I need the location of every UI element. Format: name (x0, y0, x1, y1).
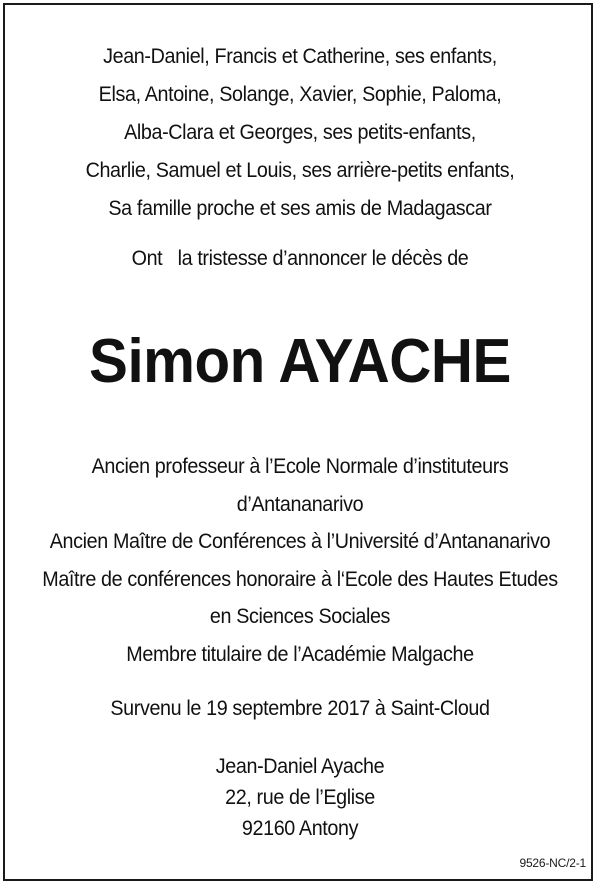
reference-code: 9526-NC/2-1 (519, 856, 586, 870)
family-line: Alba-Clara et Georges, ses petits-enfants, (124, 121, 476, 144)
title-line: Membre titulaire de l’Académie Malgache (126, 642, 474, 666)
contact-address (0, 751, 600, 844)
family-line: Sa famille proche et ses amis de Madagascar (108, 197, 492, 220)
death-notice-text: Survenu le 19 septembre 2017 à Saint-Cloud (110, 697, 490, 720)
contact-name: Jean-Daniel Ayache (215, 755, 385, 778)
announcement (0, 240, 600, 278)
family-line: Elsa, Antoine, Solange, Xavier, Sophie, Paloma, (98, 83, 502, 106)
title-line: Ancien professeur à l’Ecole Normale d’instituteurs (91, 455, 509, 478)
death-notice (0, 690, 600, 728)
titles-list (0, 448, 600, 673)
family-list (0, 38, 600, 228)
title-line: Maître de conférences honoraire à l‘Ecole des Hautes Etudes (42, 567, 558, 591)
contact-street: 22, rue de l’Eglise (225, 786, 375, 809)
title-line: Ancien Maître de Conférences à l’Université d’Antananarivo (49, 530, 551, 553)
title-line: d’Antananarivo (236, 492, 364, 516)
family-line: Jean-Daniel, Francis et Catherine, ses enfants, (103, 45, 497, 68)
announcement-text: Ont la tristesse d’annoncer le décès de (131, 247, 469, 270)
family-line: Charlie, Samuel et Louis, ses arrière-petits enfants, (85, 159, 515, 182)
contact-city: 92160 Antony (241, 817, 359, 840)
deceased-name: Simon AYACHE (89, 327, 511, 396)
title-line: en Sciences Sociales (209, 605, 391, 628)
